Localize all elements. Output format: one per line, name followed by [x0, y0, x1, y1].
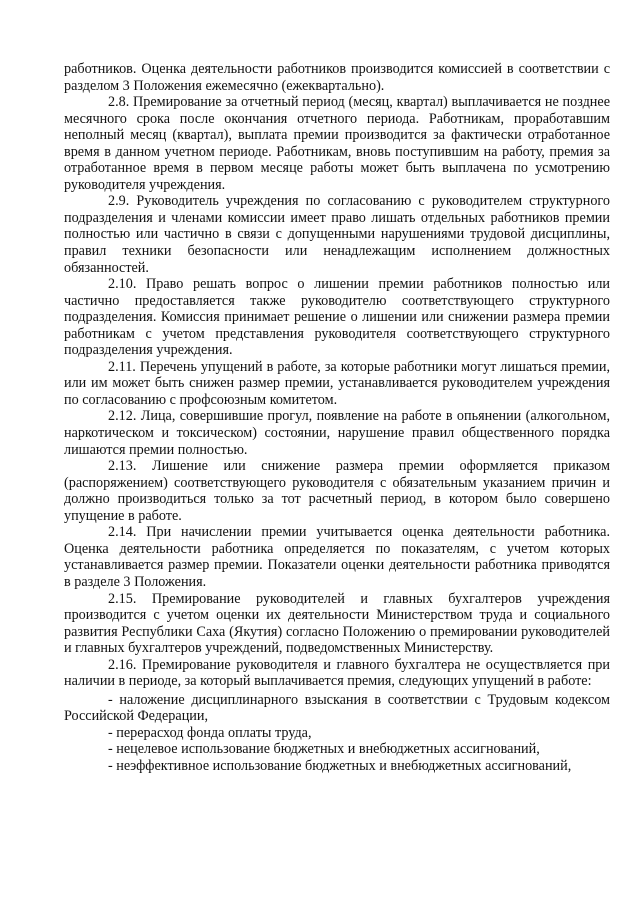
- omission-list: [64, 692, 610, 775]
- paragraph-2-12: 2.12. Лица, совершившие прогул, появление на работе в опьянении (алкогольном, наркотическом и токсическом) состоянии, нарушение правил общественного порядка лишаются премии полностью.: [64, 408, 610, 458]
- paragraph-2-9: 2.9. Руководитель учреждения по согласованию с руководителем структурного подразделения и членами комиссии имеет право лишать отдельных работников премии полностью или частично в связи с допущенными нарушениями трудовой дисциплины, правил техники безопасности или ненадлежащим исполнением должностных обязанностей.: [64, 193, 610, 276]
- list-item: - нецелевое использование бюджетных и внебюджетных ассигнований,: [108, 741, 540, 758]
- list-item: - перерасход фонда оплаты труда,: [108, 724, 312, 741]
- paragraph-continuation: работников. Оценка деятельности работников производится комиссией в соответствии с разделом 3 Положения ежемесячно (ежеквартально).: [64, 61, 610, 94]
- paragraph-2-10: 2.10. Право решать вопрос о лишении премии работников полностью или частично предоставляется также руководителю соответствующего структурного подразделения. Комиссия принимает решение о лишении или снижении размера премии работникам с учетом представления руководителя соответствующего структурного подразделения учреждения.: [64, 276, 610, 359]
- paragraph-2-15: 2.15. Премирование руководителей и главных бухгалтеров учреждения производится с учетом оценки их деятельности Министерством труда и социального развития Республики Саха (Якутия) согласно Положению о премировании руководителей и главных бухгалтеров учреждений, подведомственных Министерству.: [64, 590, 610, 657]
- list-item: - наложение дисциплинарного взыскания в соответствии с Трудовым кодексом Российской Федерации,: [64, 691, 610, 725]
- paragraph-2-14: 2.14. При начислении премии учитывается оценка деятельности работника. Оценка деятельности работника определяется по показателям, с учетом которых устанавливается размер премии. Показатели оценки деятельности работника приводятся в разделе 3 Положения.: [64, 524, 610, 590]
- paragraph-2-13: 2.13. Лишение или снижение размера премии оформляется приказом (распоряжением) соответствующего руководителя с обязательным указанием причин и должно производиться только за тот расчетный период, в котором было совершено упущение в работе.: [64, 458, 610, 524]
- paragraph-2-11: 2.11. Перечень упущений в работе, за которые работники могут лишаться премии, или им может быть снижен размер премии, устанавливается руководителем учреждения по согласованию с профсоюзным комитетом.: [64, 358, 610, 408]
- paragraph-2-16: 2.16. Премирование руководителя и главного бухгалтера не осуществляется при наличии в периоде, за который выплачивается премия, следующих упущений в работе:: [64, 656, 610, 690]
- paragraph-2-8: 2.8. Премирование за отчетный период (месяц, квартал) выплачивается не позднее месячного срока после окончания отчетного периода. Работникам, проработавшим неполный месяц (квартал), выплата премии производится за фактически отработанное время в данном учетном периоде. Работникам, вновь поступившим на работу, премия за отработанное время в первом месяце работы может быть выплачена по усмотрению руководителя учреждения.: [64, 94, 610, 193]
- document-page: [64, 61, 610, 775]
- list-item: - неэффективное использование бюджетных и внебюджетных ассигнований,: [108, 757, 572, 774]
